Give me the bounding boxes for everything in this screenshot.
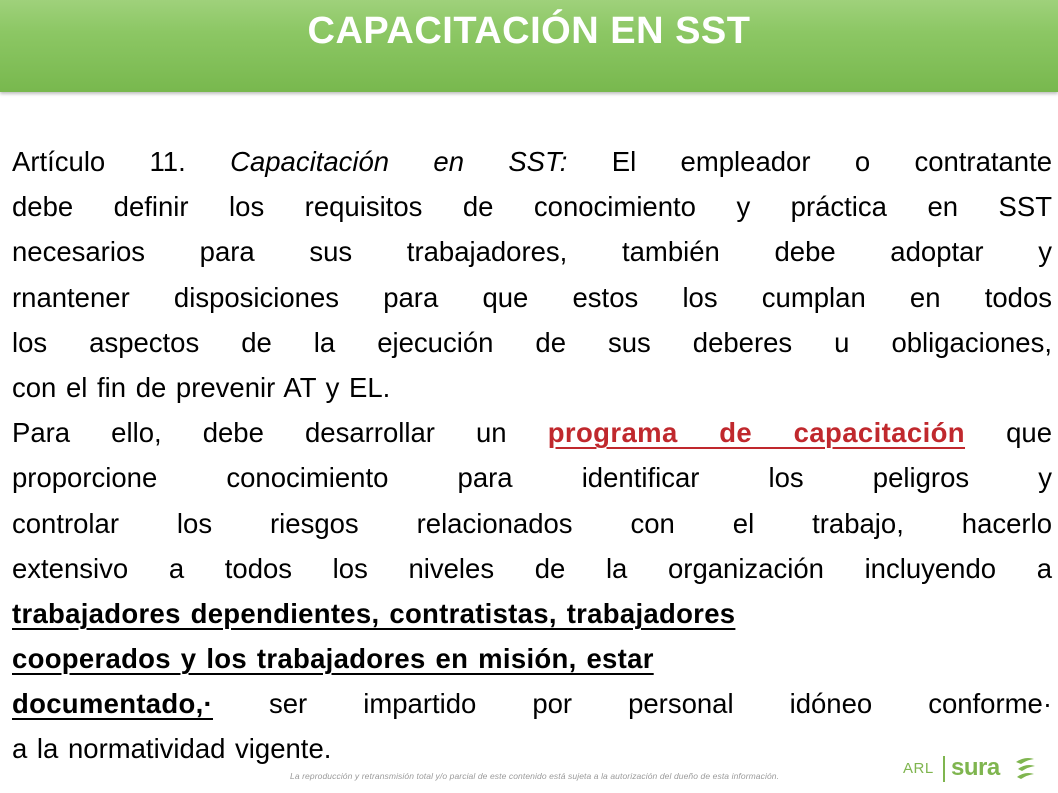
training-program-link[interactable]: programa de capacitación — [547, 417, 966, 449]
arl-sura-logo — [903, 752, 1038, 786]
text-line — [12, 636, 1052, 681]
text-line — [12, 139, 1052, 184]
logo-divider — [943, 756, 945, 782]
text-line: extensivo a todos los niveles de la organización incluyendo a — [12, 552, 1052, 584]
logo-arl-text: ARL — [903, 760, 934, 777]
text-line: proporcione conocimiento para identificar los peligros y — [12, 462, 1052, 494]
text-segment: Para ello, debe desarrollar un — [12, 417, 507, 449]
text-line: a la normatividad vigente. — [12, 733, 332, 765]
text-line — [12, 591, 1052, 636]
article-heading: Capacitación en SST: — [230, 146, 568, 177]
text-line — [12, 681, 1052, 726]
copyright-note: La reproducción y retransmisión total y/o parcial de este contenido está sujeta a la autorización del dueño de esta información. — [290, 771, 780, 781]
emphasis-text: cooperados y los trabajadores en misión, estar — [12, 643, 654, 675]
text-line — [12, 410, 1052, 455]
emphasis-text: documentado,· — [12, 688, 213, 720]
slide-title: CAPACITACIÓN EN SST — [307, 10, 751, 52]
text-line: necesarios para sus trabajadores, también debe adoptar y — [12, 236, 1052, 268]
text-segment: El empleador o contratante — [611, 146, 1053, 177]
text-line: los aspectos de la ejecución de sus deberes u obligaciones, — [12, 326, 1052, 358]
emphasis-text: trabajadores dependientes, contratistas, trabajadores — [12, 597, 736, 629]
text-segment: que — [1006, 417, 1052, 449]
article-number: Artículo 11. — [12, 146, 186, 177]
text-line: con el fin de prevenir AT y EL. — [12, 371, 391, 403]
text-segment: ser impartido por personal idóneo conforme· — [269, 688, 1052, 720]
article-text — [12, 139, 1052, 772]
text-line: controlar los riesgos relacionados con el trabajo, hacerlo — [12, 507, 1052, 539]
swoosh-icon — [1013, 754, 1037, 782]
logo-sura-text: sura — [951, 754, 1000, 781]
text-line: rnantener disposiciones para que estos los cumplan en todos — [12, 281, 1052, 313]
text-line: debe definir los requisitos de conocimiento y práctica en SST — [12, 191, 1052, 223]
title-bar — [0, 0, 1058, 92]
